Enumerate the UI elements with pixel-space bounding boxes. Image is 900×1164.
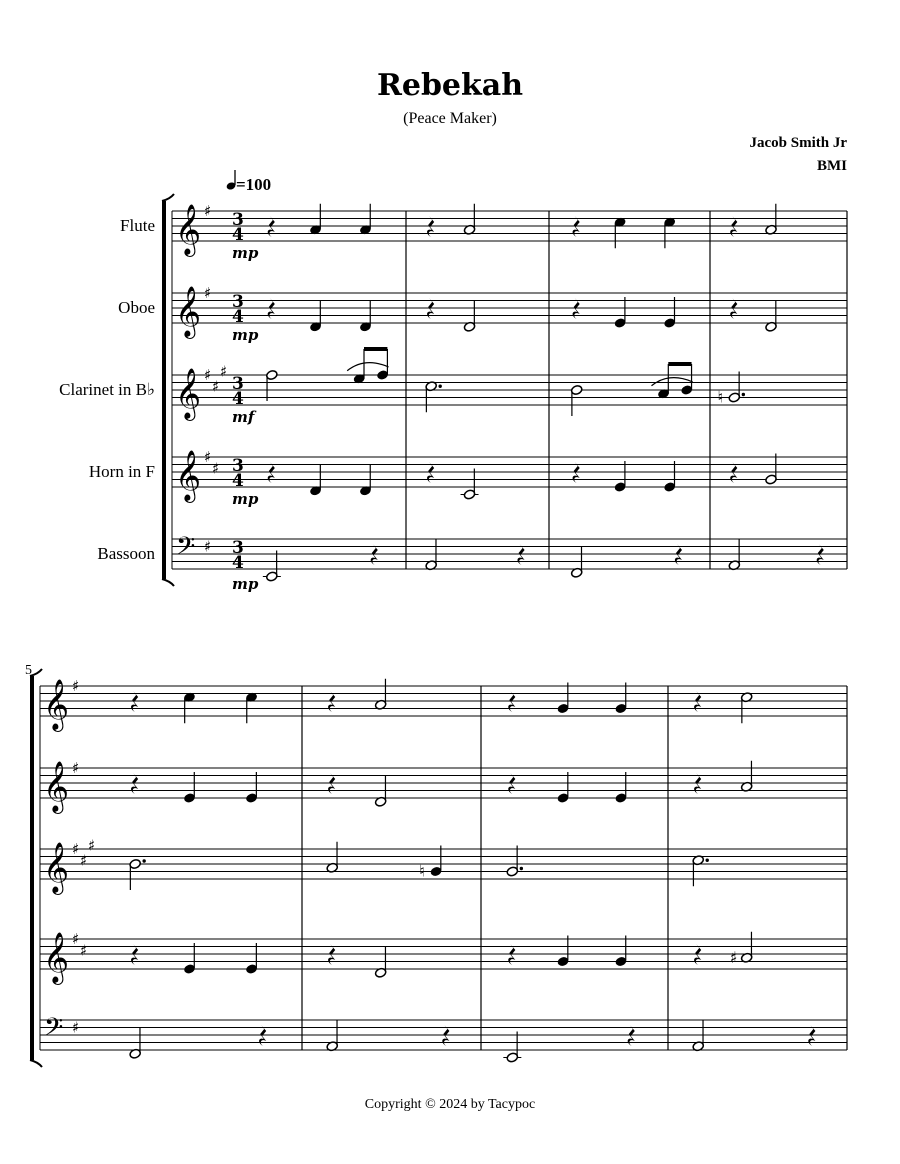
key-sharp-icon: ♯ [88,836,96,855]
dynamic-marking: mp [232,490,259,508]
staff-1 [172,202,847,262]
natural-sign-icon: ♮ [419,861,425,881]
staff-3 [40,836,847,895]
bracket-hook-bottom [30,1060,42,1067]
treble-clef-icon: 𝄞 [43,761,70,812]
key-sharp-icon: ♯ [72,840,80,858]
staff-1 [40,677,847,732]
staff-2 [172,284,847,344]
treble-clef-icon: 𝄞 [43,679,70,730]
time-signature-upper: 3 [232,456,244,476]
sharp-sign-icon: ♯ [729,947,738,967]
staff-4 [172,448,847,508]
tempo-mark [226,170,272,194]
natural-sign-icon: ♮ [717,387,724,407]
key-sharp-icon: ♯ [72,677,80,695]
key-sharp-icon: ♯ [204,366,212,384]
instrument-label: Bassoon [97,544,155,563]
key-sharp-icon: ♯ [212,459,220,478]
time-signature-upper: 3 [232,538,244,558]
staff-2 [40,759,847,814]
dynamic-marking: mp [232,244,259,262]
dot-icon [742,393,745,396]
composer-credit: Jacob Smith Jr [749,135,847,151]
key-sharp-icon: ♯ [72,930,80,948]
treble-clef-icon: 𝄞 [43,932,70,983]
staff-5 [40,1013,847,1063]
dot-icon [438,385,441,388]
tempo-text: =100 [236,175,272,194]
time-signature-upper: 3 [232,374,244,394]
page-subtitle: (Peace Maker) [403,110,497,127]
dynamic-marking: mp [232,575,259,593]
time-signature-upper: 3 [232,210,244,230]
system-2 [30,669,847,1067]
key-sharp-icon: ♯ [204,448,212,466]
time-signature-lower: 4 [232,389,244,409]
key-sharp-icon: ♯ [204,284,212,302]
time-signature-upper: 3 [232,292,244,312]
bracket-hook-top [162,194,174,201]
bass-clef-icon: 𝄢 [176,532,196,567]
slur [347,363,388,371]
publisher-credit: BMI [817,158,847,174]
measure-number: 5 [25,663,32,678]
treble-clef-icon: 𝄞 [175,368,202,419]
copyright-notice: Copyright © 2024 by Tacypoc [364,1097,536,1112]
dynamic-marking: mf [232,408,255,426]
time-signature-lower: 4 [232,471,244,491]
bass-clef-icon: 𝄢 [44,1013,64,1048]
page-title: Rebekah [376,68,524,103]
treble-clef-icon: 𝄞 [175,450,202,501]
staff-4 [40,930,847,985]
dot-icon [520,867,523,870]
dynamic-marking: mp [232,326,259,344]
instrument-label: Oboe [118,298,155,317]
treble-clef-icon: 𝄞 [175,286,202,337]
dot-icon [142,859,145,862]
key-sharp-icon: ♯ [220,362,228,381]
key-sharp-icon: ♯ [72,1018,80,1037]
system-1 [162,194,847,593]
treble-clef-icon: 𝄞 [43,842,70,893]
key-sharp-icon: ♯ [80,851,88,870]
key-sharp-icon: ♯ [72,759,80,777]
bracket-hook-bottom [162,579,174,586]
key-sharp-icon: ♯ [204,537,212,556]
key-sharp-icon: ♯ [204,202,212,220]
time-signature-lower: 4 [232,225,244,245]
instrument-label: Horn in F [88,462,155,481]
staff-5 [172,532,847,593]
instrument-label: Flute [120,216,155,235]
slur [652,378,693,386]
time-signature-lower: 4 [232,553,244,573]
staff-3 [172,349,847,426]
treble-clef-icon: 𝄞 [175,204,202,255]
instrument-label: Clarinet in B♭ [59,380,155,399]
dot-icon [706,859,709,862]
time-signature-lower: 4 [232,307,244,327]
key-sharp-icon: ♯ [80,941,88,960]
key-sharp-icon: ♯ [212,377,220,396]
